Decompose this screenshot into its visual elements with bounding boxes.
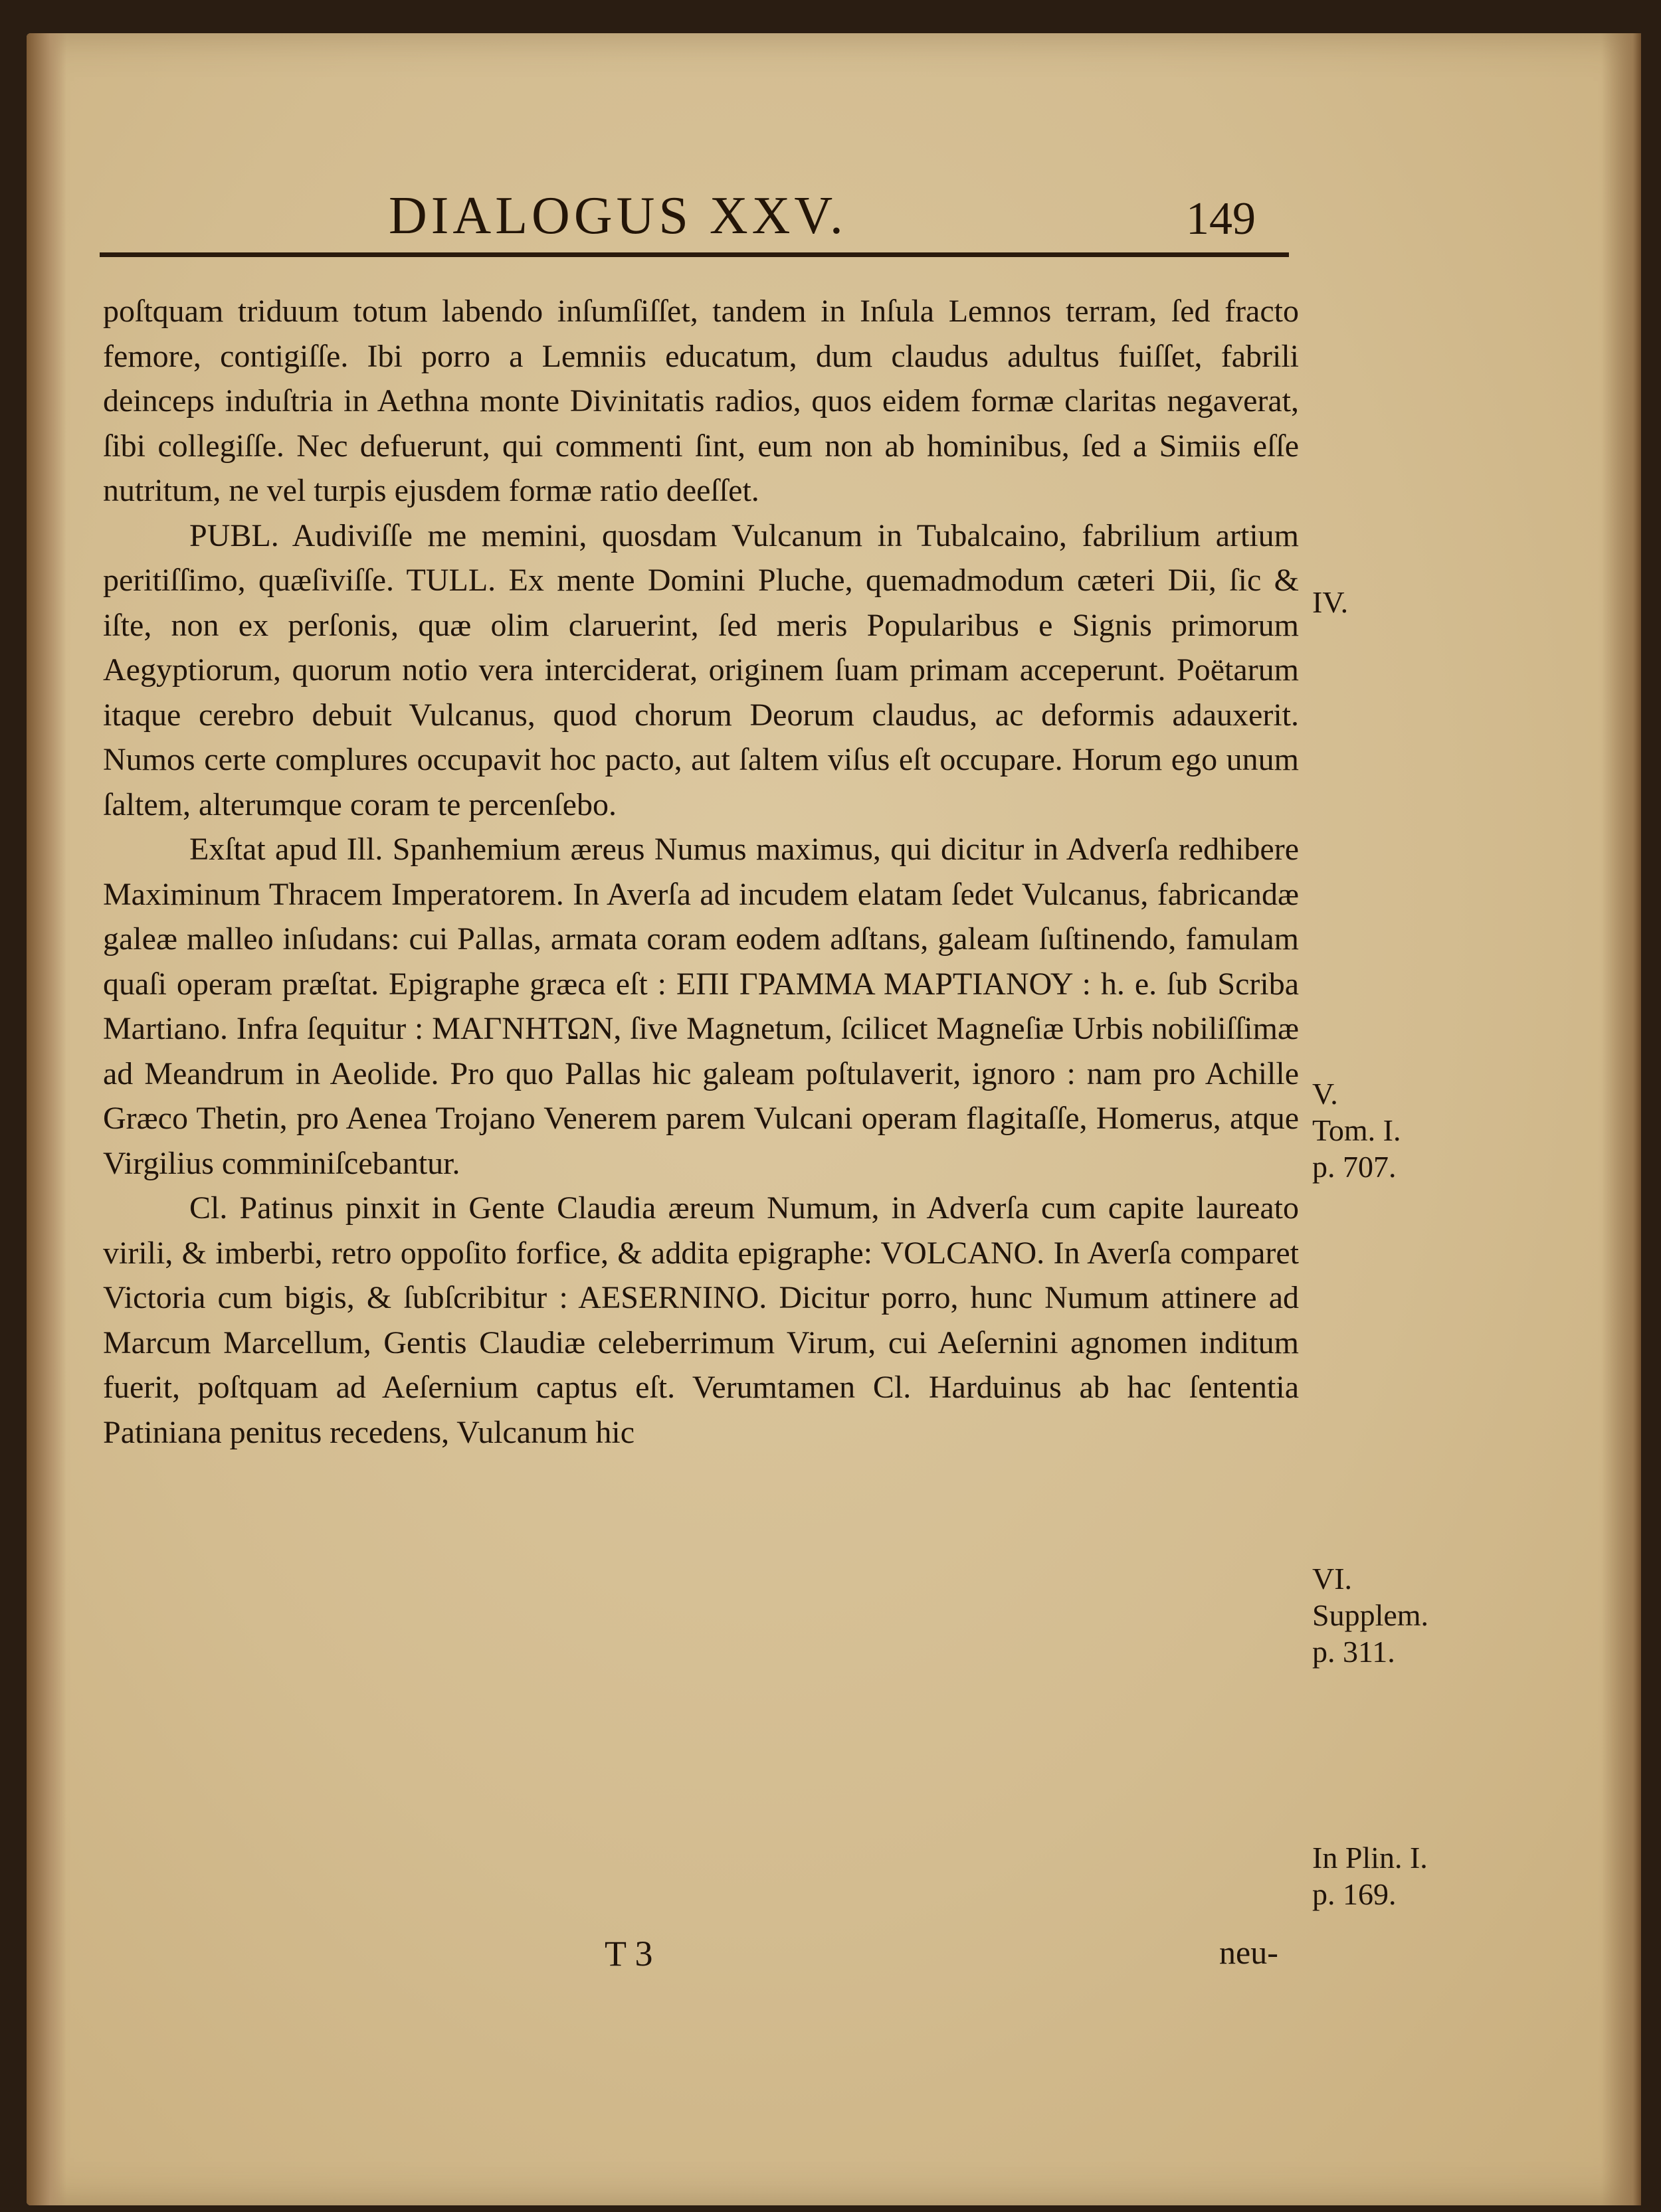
page-edge-shadow bbox=[1601, 33, 1641, 2205]
header-rule bbox=[100, 252, 1289, 257]
page-gutter-shadow bbox=[27, 33, 66, 2205]
catchword: neu- bbox=[1219, 1934, 1278, 1971]
paragraph-1: poſtquam triduum totum labendo inſumſiſſet, tandem in Inſula Lemnos terram, ſed fracto femore, contigiſſe. Ibi porro a Lemniis educatum, dum claudus adultus fuiſſet, fabrili deinceps induſtria in Aethna monte Divinitatis radios, quos eidem formæ claritas negaverat, ſibi collegiſſe. Nec defuerunt, qui commenti ſint, eum non ab hominibus, ſed a Simiis eſſe nutritum, ne vel turpis ejusdem formæ ratio deeſſet. bbox=[103, 294, 1299, 508]
running-title: DIALOGUS XXV. bbox=[389, 187, 847, 245]
margin-note-page-ref-2: p. 311. bbox=[1312, 1635, 1395, 1669]
margin-note-page-ref-1: p. 707. bbox=[1312, 1150, 1397, 1184]
margin-note-in-plin: In Plin. I. bbox=[1312, 1841, 1428, 1875]
margin-note-section-iv: IV. bbox=[1312, 585, 1349, 619]
paragraph-3: Exſtat apud Ill. Spanhemium æreus Numus maximus, qui dicitur in Adverſa redhibere Maximinum Thracem Imperatorem. In Averſa ad incudem elatam ſedet Vulcanus, fabricandæ galeæ malleo inſudans: cui Pallas, armata coram eodem adſtans, galeam ſuſtinendo, famulam quaſi operam præſtat. Epigraphe græca eſt : ΕΠΙ ΓΡΑΜΜΑ ΜΑΡΤΙΑΝΟΥ : h. e. ſub Scriba Martiano. Infra ſequitur : ΜΑΓΝΗΤΩΝ, ſive Magnetum, ſcilicet Magneſiæ Urbis nobiliſſimæ ad Meandrum in Aeolide. Pro quo Pallas hic galeam poſtulaverit, ignoro : nam pro Achille Græco Thetin, pro Aenea Trojano Venerem parem Vulcani operam flagitaſſe, Homerus, atque Virgilius comminiſcebantur. bbox=[103, 832, 1299, 1181]
page-footer bbox=[27, 1933, 1641, 1986]
margin-note-tom: Tom. I. bbox=[1312, 1113, 1401, 1147]
margin-note-section-v: V. bbox=[1312, 1077, 1338, 1111]
margin-note-supplem: Supplem. bbox=[1312, 1598, 1429, 1632]
paragraph-4: Cl. Patinus pinxit in Gente Claudia æreum Numum, in Adverſa cum capite laureato virili, & imberbi, retro oppoſito forfice, & addita epigraphe: VOLCANO. In Averſa comparet Victoria cum bigis, & ſubſcribitur : AESERNINO. Dicitur porro, hunc Numum attinere ad Marcum Marcellum, Gentis Claudiæ celeberrimum Virum, cui Aeſernini agnomen inditum fuerit, poſtquam ad Aeſernium captus eſt. Verumtamen Cl. Harduinus ab hac ſententia Patiniana penitus recedens, Vulcanum hic bbox=[103, 1190, 1299, 1450]
paragraph-2: PUBL. Audiviſſe me memini, quosdam Vulcanum in Tubalcaino, fabrilium artium peritiſſimo, quæſiviſſe. TULL. Ex mente Domini Pluche, quemadmodum cæteri Dii, ſic & iſte, non ex perſonis, quæ olim claruerint, ſed meris Popularibus e Signis primorum Aegyptiorum, quorum notio vera interciderat, originem ſuam primam acceperunt. Poëtarum itaque cerebro debuit Vulcanus, quod chorum Deorum claudus, ac deformis adauxerit. Numos certe complures occupavit hoc pacto, aut ſaltem viſus eſt occupare. Horum ego unum ſaltem, alterumque coram te percenſebo. bbox=[103, 517, 1299, 822]
margin-note-page-ref-3: p. 169. bbox=[1312, 1877, 1397, 1911]
signature-mark: T 3 bbox=[605, 1934, 653, 1974]
body-text bbox=[103, 289, 1299, 1455]
margin-note-section-vi: VI. bbox=[1312, 1562, 1353, 1596]
book-page bbox=[27, 33, 1641, 2205]
page-number: 149 bbox=[1186, 193, 1256, 244]
page-header bbox=[27, 166, 1641, 266]
